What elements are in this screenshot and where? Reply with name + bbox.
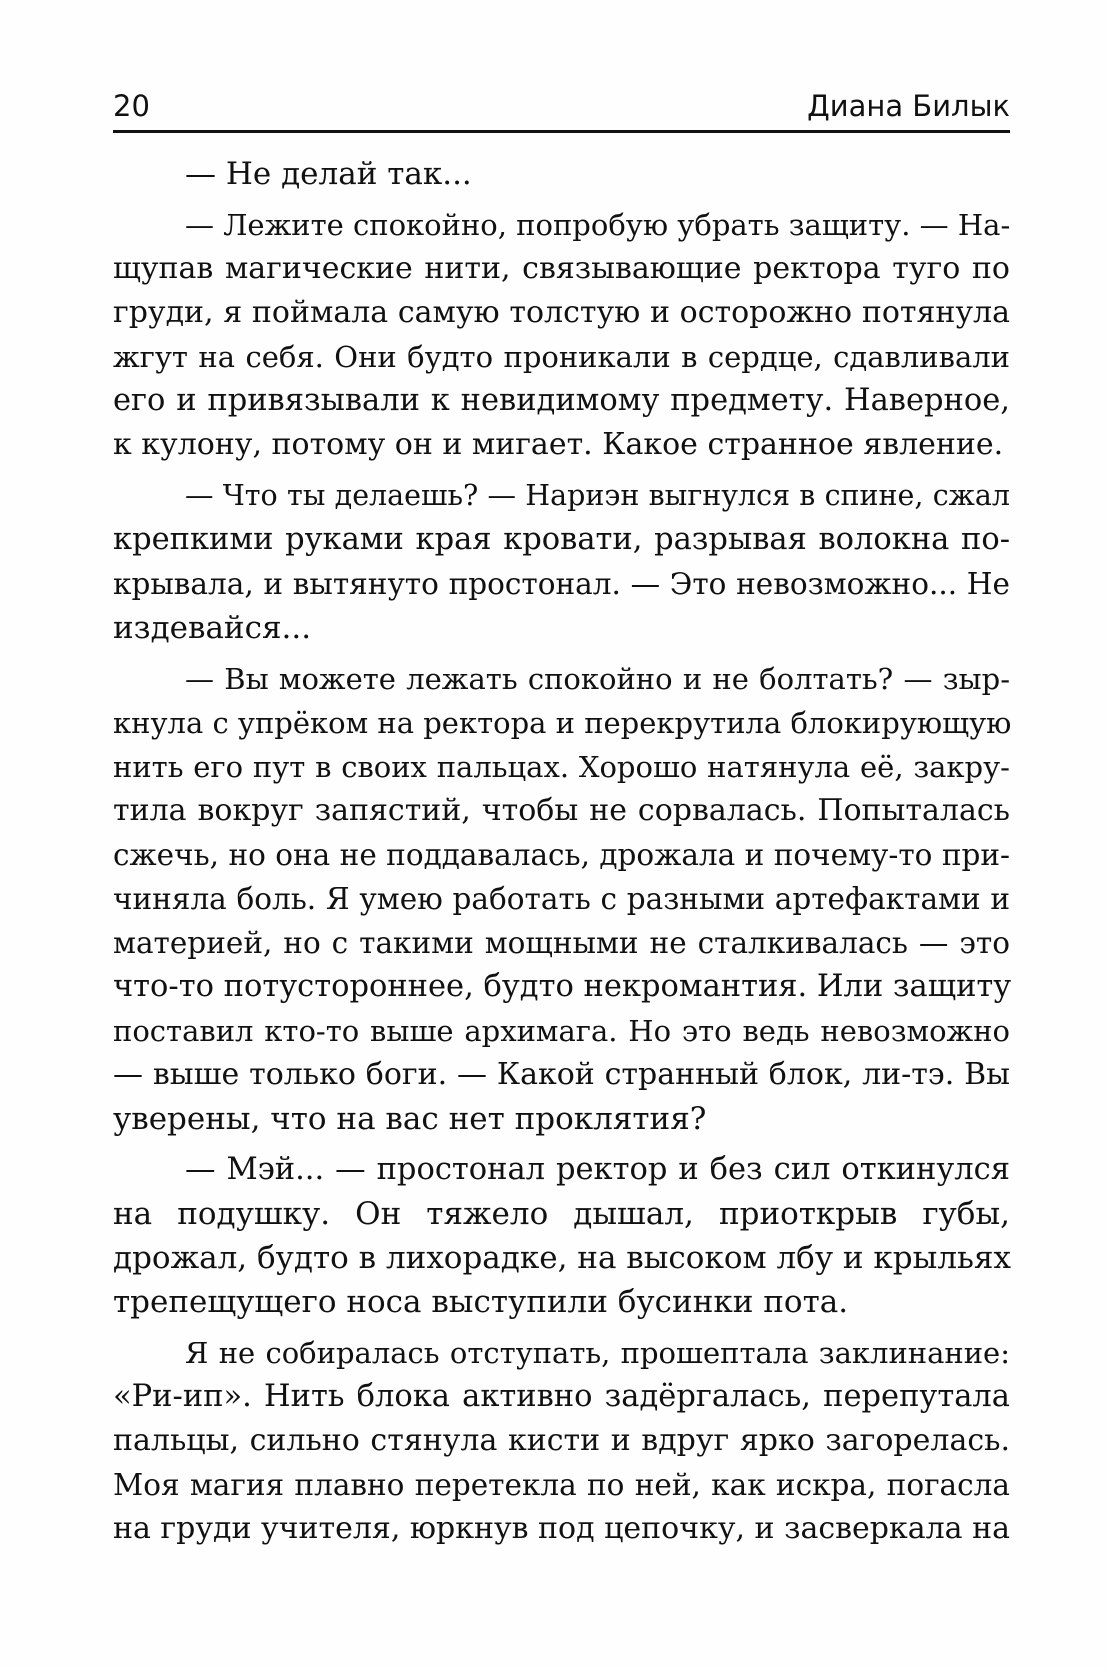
text-line: на подушку. Он тяжело дышал, приоткрыв губы, — [113, 1196, 1010, 1232]
text-line: дрожал, будто в лихорадке, на высоком лбу и крыльях — [113, 1240, 1011, 1276]
text-line: издевайся... — [113, 610, 312, 646]
paragraph — [113, 152, 1010, 196]
paragraph — [113, 1148, 1010, 1324]
body-text — [113, 152, 1010, 1558]
text-line: крывала, и вытянуто простонал. — Это невозможно... Не — [113, 567, 1010, 601]
text-line: тила вокруг запястий, чтобы не сорвалась. Попыталась — [113, 793, 1010, 828]
text-line: сжечь, но она не поддавалась, дрожала и почему-то при- — [113, 838, 1010, 872]
text-line: материей, но с такими мощными не сталкивалась — это — [113, 926, 1010, 960]
page-number: 20 — [113, 89, 150, 123]
paragraph — [113, 1331, 1010, 1551]
text-line: — Мэй... — простонал ректор и без сил откинулся — [185, 1152, 1010, 1187]
paragraph — [113, 203, 1010, 467]
text-line: крепкими руками края кровати, разрывая волокна по- — [113, 522, 1010, 557]
text-line: пальцы, сильно стянула кисти и вдруг ярко загорелась. — [113, 1423, 1010, 1458]
text-line: поставил кто-то выше архимага. Но это ведь невозможно — [113, 1014, 1010, 1048]
text-line: щупав магические нити, связывающие ректора туго по — [113, 251, 1010, 286]
text-line: его и привязывали к невидимому предмету. Наверное, — [113, 383, 1010, 418]
paragraph — [113, 657, 1010, 1141]
text-line: что-то потустороннее, будто некромантия. Или защиту — [113, 969, 1012, 1004]
text-line: — Лежите спокойно, попробую убрать защиту. — На- — [185, 208, 1011, 242]
text-line: груди, я поймала самую толстую и осторожно потянула — [113, 295, 1010, 330]
text-line: «Ри-ип». Нить блока активно задёргалась, перепутала — [113, 1379, 1010, 1414]
text-line: Я не собиралась отступать, прошептала заклинание: — [185, 1336, 1010, 1370]
text-line: к кулону, потому он и мигает. Какое странное явление. — [113, 427, 1004, 462]
text-line: чиняла боль. Я умею работать с разными артефактами и — [113, 882, 1010, 916]
text-line: Моя магия плавно перетекла по ней, как искра, погасла — [113, 1468, 1010, 1502]
text-line: — Что ты делаешь? — Нариэн выгнулся в спине, сжал — [185, 479, 1010, 512]
text-line: кнула с упрёком на ректора и перекрутила блокирующую — [113, 706, 1012, 740]
author-name: Диана Билык — [807, 89, 1010, 123]
text-line: на груди учителя, юркнув под цепочку, и засверкала на — [113, 1511, 1010, 1546]
text-line: трепещущего носа выступили бусинки пота. — [113, 1284, 849, 1320]
text-line: уверены, что на вас нет проклятия? — [113, 1101, 707, 1137]
text-line: нить его пут в своих пальцах. Хорошо натянула её, закру- — [113, 750, 1010, 784]
text-line: жгут на себя. Они будто проникали в сердце, сдавливали — [113, 340, 1010, 374]
text-line: — Не делай так... — [185, 156, 472, 192]
paragraph — [113, 474, 1010, 650]
running-header — [113, 86, 1010, 133]
text-line: — выше только боги. — Какой странный блок, ли-тэ. Вы — [113, 1057, 1010, 1092]
text-line: — Вы можете лежать спокойно и не болтать? — зыр- — [185, 662, 1010, 696]
